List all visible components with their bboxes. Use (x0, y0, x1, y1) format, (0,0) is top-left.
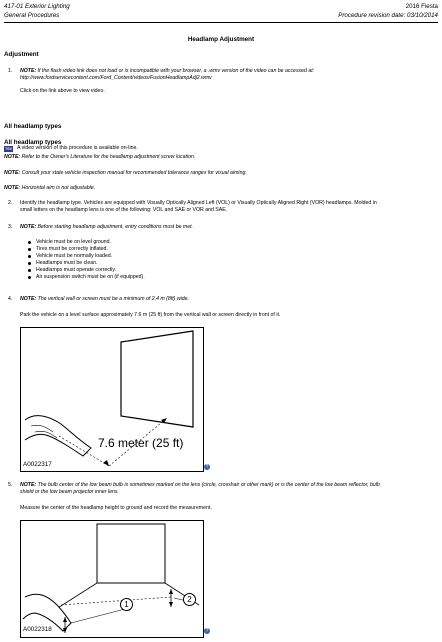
figure-id-2: A0022318 (23, 626, 52, 633)
callout-2: 2 (183, 593, 196, 606)
video-icon[interactable]: TSV (5, 147, 12, 151)
heading-all-headlamp-types-1: All headlamp types (4, 123, 62, 130)
list-item: Vehicle must be normally loaded. (26, 253, 145, 260)
section-title: 417-01 Exterior Lighting (4, 3, 70, 10)
list-item: Air suspension switch must be on (if equipped). (26, 274, 145, 281)
figure-id-1: A0022317 (23, 461, 52, 468)
list-item: Vehicle must be on level ground. (26, 239, 145, 246)
list-item: Headlamps must be clean. (26, 260, 145, 267)
step-5-note: NOTE: The bulb center of the low beam bulb is sometimes marked on the lens (circle, crosshair or other mark) or is the center of the low beam reflector, bulb shield or the low beam projector inner lens. (20, 482, 380, 495)
note-text: If the flash video link does not load or is incompatible with your browser, a .wmv version of the video can be accessed at: (36, 68, 315, 74)
callout-1: 1 (120, 598, 133, 611)
revision-date: Procedure revision date: 03/10/2014 (338, 12, 438, 19)
category: General Procedures (4, 12, 60, 19)
note-screw-location: NOTE: Refer to the Owner's Literature for the headlamp adjustment screw location. (4, 154, 196, 160)
heading-all-headlamp-types-2: All headlamp types (4, 139, 62, 146)
step-4-text: Park the vehicle on a level surface approximately 7.6 m (25 ft) from the vertical wall or screen directly in front of it. (20, 312, 281, 318)
step-1-number: 1. (8, 68, 13, 74)
figure-headlamp-height (20, 520, 204, 638)
vehicle-name: 2016 Fiesta (405, 3, 438, 10)
info-icon[interactable]: ? (205, 628, 209, 634)
step-1-click-text: Click on the link above to view video. (20, 88, 105, 94)
note-inspection-manual: NOTE: Consult your state vehicle inspection manual for recommended tolerance ranges for visual aiming. (4, 170, 247, 176)
note-label: NOTE: (20, 68, 37, 74)
step-5-number: 5. (8, 482, 13, 488)
entry-conditions-list (26, 239, 145, 281)
step-2-text: Identify the headlamp type. Vehicles are equipped with Visually Optically Aligned Left (VOL) or Visually Optically Aligned Right (VOR) headlamps. Molded in small letters on the headlamp lens is one of the following: VOL and SAE or VOR and SAE. (20, 200, 377, 213)
step-3-note: NOTE: Before starting headlamp adjustment, entry conditions must be met. (20, 224, 193, 230)
headlamp-height-illustration (21, 521, 203, 637)
video-url-link[interactable]: http://www.fordservicecontent.com/Ford_Content/videos/FusionHeadlampAdj2.wmv (20, 75, 212, 81)
step-2-number: 2. (8, 200, 13, 206)
heading-adjustment: Adjustment (4, 51, 39, 58)
info-icon[interactable]: ? (205, 464, 209, 470)
page-title: Headlamp Adjustment (187, 36, 255, 43)
video-available-text: A video version of this procedure is available on-line. (17, 145, 138, 151)
step-1-note (20, 68, 438, 82)
step-4-number: 4. (8, 296, 13, 302)
step-3-number: 3. (8, 224, 13, 230)
page-header (4, 2, 438, 23)
note-horizontal-aim: NOTE: Horizontal aim is not adjustable. (4, 185, 96, 191)
list-item: Headlamps must operate correctly. (26, 267, 145, 274)
figure-park-distance (20, 327, 204, 472)
step-5-text: Measure the center of the headlamp height to ground and record the measurement. (20, 505, 212, 511)
distance-label: 7.6 meter (25 ft) (98, 436, 184, 450)
list-item: Tires must be correctly inflated. (26, 246, 145, 253)
step-4-note: NOTE: The vertical wall or screen must be a minimum of 2.4 m (8ft) wide. (20, 296, 189, 302)
